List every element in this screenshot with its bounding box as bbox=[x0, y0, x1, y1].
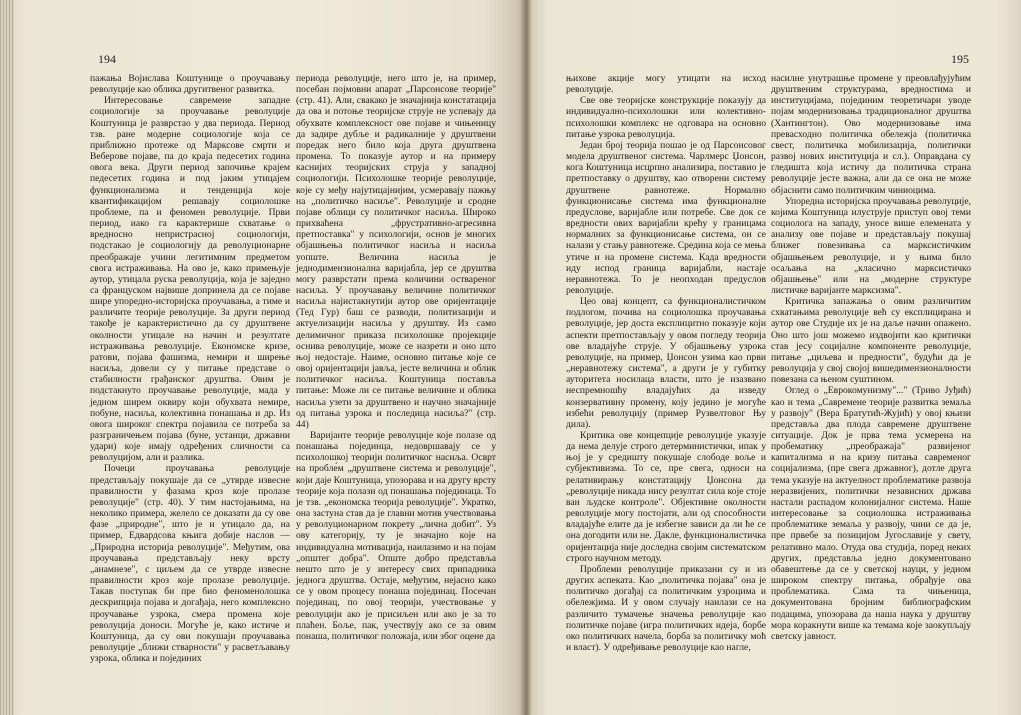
paragraph: Варијанте теорије револуције које полазе од понашања појединца, недовршавају се у психолошкој теорији политичког насиља. Осврт на пробле́м „друштвене система и револуције", који даје Коштуница, упозорава и на другу врсту теорије која полази од понашања појединаца. То је тзв. „економска теорија револуције". Укратко, она застуна став да је главни мотив учествовања у револуционарном покрету „лична добит". Уз ову категорију, ту је значајно које на индивидуална мотивација, наилазимо и на појам „општег добра". Опште добро представља нешто што је у интересу свих припадника једнога друштва. Остаје, међутим, нејасно како се у овом процесу понаша појединац. Посечан појединац, по овој теорији, учествовање у револуцији ако је присиљен или ако је за то плаћен. Боље, пак, учествују ако се за овим понаша, политичког положаја, или због оцене да bbox=[296, 430, 496, 642]
right-page-column-2 bbox=[771, 73, 971, 642]
paragraph: њихове акције могу утицати на исход револуције. bbox=[566, 73, 766, 96]
paragraph: Све ове теоријске конструкције показују да индивидуално-психолошки или колективно-психолошки комплекс не одговара на основно питање узрока револуција. bbox=[566, 95, 766, 140]
paragraph: насилне унутрашње промене у преовлађујућим друштвеним структурама, вредностима и институцијама, појединим теоретичари уводе појам модернизовања традиционалног друштва (Хантингтон). Ово модернизовање има превасходно политичка обележја (политичка свест, политичка мобилизација, политички развој нових институција и сл.). Оправдана су гледишта која истичу да политичка страна револуције јесте важна, али да се она не може објаснити само политичким чиниоцима. bbox=[771, 73, 971, 196]
page-number-right: 195 bbox=[951, 52, 969, 66]
right-page bbox=[526, 0, 1021, 715]
paragraph: Критика ове концепције револуције указује да нема делује строго детерминистички, ипак у њој је у средишту покушаје слободе воље и субјективизма. То се, пре свега, односи на релативирању констатацију Џонсона да „револуције никада нису резултат сила које стоје ван људске контроле". Објективне околности револуције могу постојати, али од способности владајуће елите да је избегне зависи да ли ће се она догодити или не. Дакле, функционалистичка оријентација није доследна својим систематском строго научном методу. bbox=[566, 430, 766, 564]
paragraph: Критичка запажања о овим различитим схватањима револуције већ су експлицирана и аутор ове Студије их је на даље начин опажено. Оно што још можемо издвојити као критички став јесу социјалне компоненте револуције, питање „циљева и предности", будући да је револуција у свој својој вишедимензионалности повезана са њеном суштином. bbox=[771, 296, 971, 386]
paragraph: Оглед о „Еврокомунизму"..." (Триво Јуђић) као и тема „Савремене теорије развитка земаља у развоју" (Вера Братутић-Жујић) у овој књизи представља два плода савремене друштвене ситуације. Док је прва тема усмерена на пробематику „преображаја" развијеног капитализма и на кризу питања савременог социјализма, (пре свега државног), дотле друга тема указује на актуелност проблематике развоја неразвијених, политички независних држава настали распадом колонијалног система. Наше интересовање за социолошка истраживања проблематике земаља у развоју, чини се да је, пре првебе за позицијом Југославије у свету, релативно мало. Отуда ова студија, поред неких других, представља једно документовано обавештење да се у светској науци, у једном широком спектру питања, обрађује ова проблематика. Сама та чињеница, документована бројним библиографским подацима, упозорава да наша наука у друштву мора коракнути више ка темама које заокупљају светску јавност. bbox=[771, 385, 971, 642]
paragraph: Почеци проучавања револуције представљају покушаје да се „утврде извесне правилности у фазама кроз које пролазе револуције" (стр. 40). У тим настојањима, на неколико примера, желело се доказати да су ове фазе „природне", што је и утицало да, на пример, Едвардсова књига добије наслов — „Природна историја револуције". Међутим, ова проучавања представљају неку врсту „анамнезе", с циљем да се утврде извесне правилности кроз које пролазе револуције. Такав поступак би пре био феноменолошка дескрипција појава и догађаја, него комплексно проучавање узрока, смера промена које револуција доноси. Могуће је, како истиче и Коштуница, да су ови покушаји проучавања револуције „ближи стварности" у расветљавању узрока, облика и појединих bbox=[90, 463, 290, 665]
right-page-column-1 bbox=[566, 73, 766, 653]
left-page-column-1 bbox=[90, 73, 290, 664]
left-page-column-2 bbox=[296, 73, 496, 642]
book-gutter bbox=[520, 0, 532, 715]
paragraph: пажања Војислава Коштунице о проучавању револуције као облика другитвеног развитка. bbox=[90, 73, 290, 96]
paragraph: Цео овај концепт, са функционалистичком подлогом, почива на социолошка проучавања револуције, јер доста експлицитно показује који аспекти претпостављају у овом погледу теорија ове владајуће струје. У објашњењу узрока револуције, на пример, Џонсон узима као први „неравнотежу система", а други је у губитку ауторитета носилаца власти, што је изазвано неспремношћу владајућих да изведу конзервативну промену, коју једино је могуће избећи револуцију (пример Рузвелтовог Њу дила). bbox=[566, 296, 766, 430]
paragraph: Један број теорија пошао је од Парсонсовог модела друштвеног система. Чарлмерс Џонсон, кога Коштуница исцрпно анализира, поставио је претпоставку о друштву, као отворени систему друштвене равнотеже. Нормално функционисање система има функционалне предуслове, варијабле или потребе. Све док се вредности ових варијабли крећу у границама нормалних за функционисање система, он се налази у стању равнотеже. Средина која се мења утиче и на промене система. Када вредности иду испод граница варијабли, настаје неравнотежа. То је неопходан предуслов револуције. bbox=[566, 139, 766, 296]
paragraph: Упоредна историјска проучавања револуције, којима Коштуница илуструје приступ овој теми социолога на западу, уносе више елемената у анализу ове појаве и представљају покушај ближег повезивања са марксистичким објашњењем револуције, и у њима било осаљања на „класично марксистичко објашњење" или на „модерне структуре листичке варијанте марксизма". bbox=[771, 195, 971, 296]
paragraph: Интересовање савремене западне социологије за проучавање револуције Коштуница је разврстао у два периода. Период тзв. ране модерне социологије која се приближно протеже од Марксове смрти и Веберове појаве, па до краја педесетих година овога века. Други период започиње крајем педесетих година и под јаким утицајем функционализма и тенденција које квантификацијом решавају социолошке проблеме, па и феномен револуције. Први период, иако га карактерише схватање о вредносно непристрасној социологији, подстакао је социологију да револуционарне преображаје учини легитимним предметом свога истраживања. На ово је, како примењује аутор, утицала руска револуција, која је заједно са француском највише допринела да се појаве шире упоредно-историјска проучавања, а тиме и различите теорије револуције. За други период такође је карактеристично да су друштвене околности утицале на начин и резултате истраживања револуције. Економске кризе, ратови, појава фашизма, немири и ширење насиља, довели су у питање представе о стабилности грађанског друштва. Овим је подстакнуто проучавање револуције, мада у једном ширем оквиру који обухвата немире, побуне, насиља, колективна понашања и др. Из овога широког спектра појавила се потреба за разграничењем појава (буне, устанци, државни удари) које имају одређених сличности са револуцијом, али и разлика. bbox=[90, 95, 290, 464]
page-edge-stack bbox=[0, 0, 14, 715]
page-number-left: 194 bbox=[98, 52, 116, 66]
paragraph: периода револуције, него што је, на пример, посебан појмовни апарат „Парсонсове теорије" (стр. 41). Али, свакако је значајнија констатација да ова и потоње теоријске струје не успевају да обухвате комплексност ове појаве и чињеницу да задире дубље и радикалније у друштвени поредак него било која друга друштвена промена. То показује аутор и на примеру каснијих теоријских струја у западној социологији. Психолошке теорије револуције, које су међу најутицајнијим, усмеравају пажњу на „политичко насиље". Револуције и сродне појаве облици су политичког насиља. Широко прихваћена „фрустративно-агресивна претпоставка" у психологији, основ је многих објашњења политичког насиља и насиља уопште. Величина насиља је једнодимензионална варијабла, јер се друштва могу разврстати према количини оствареног насиља. У проучавању величине политичког насиља најистакнутији аутор ове оријентације (Тед Гур) баш се разводи, политизацији и актуелизацији насиља у друштву. Из само делимичног приказа психолошке пројекције оснива револуције, може се назрети и оно што њој недостаје. Наиме, основно питање које се овој оријентацији јавља, јесте величина и облик политичког насиља. Коштуница поставља питање: Може ли се питање величине и облика насиља узети за друштвено и научно значајније од питања узрока и последица насиља?" (стр. 44) bbox=[296, 73, 496, 430]
paragraph: Проблеми револуције приказани су и из других аспеката. Као „политичка појава" она је политичко догађај са политичким узроцима и обележјима. И у овом случају наилази се на различито тумачење значења револуције као политичке појаве (игра политичких идеја, борбе око политичких начела, борба за политичку моћ и власт). У одређивање револуције као нагле, bbox=[566, 563, 766, 653]
